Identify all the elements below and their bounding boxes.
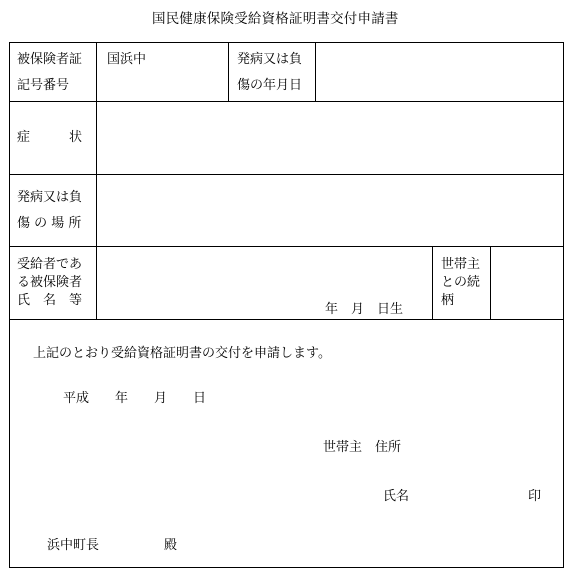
- seal-mark: 印: [528, 489, 542, 504]
- table-border-left: [9, 42, 10, 567]
- insured-card-label-line2: 記号番号: [17, 78, 70, 93]
- relation-field[interactable]: [496, 252, 558, 314]
- onset-label-left-divider: [228, 42, 229, 101]
- recipient-label-line3: 氏 名 等: [17, 293, 83, 308]
- recipient-birth-date: 年 月 日生: [325, 302, 404, 317]
- onset-date-label-line2: 傷の年月日: [237, 78, 303, 93]
- relation-label-line2: との続: [441, 275, 481, 290]
- request-statement: 上記のとおり受給資格証明書の交付を申請します。: [33, 346, 331, 361]
- injury-place-field[interactable]: [104, 180, 556, 240]
- householder-address-label: 世帯主 住所: [323, 440, 402, 455]
- insured-card-label-line1: 被保険者証: [17, 52, 83, 67]
- relation-label-left-divider: [432, 246, 433, 319]
- relation-label-right-divider: [490, 246, 491, 319]
- row-divider-4: [9, 319, 564, 320]
- householder-name-label: 氏名: [383, 489, 410, 504]
- injury-place-label-line1: 発病又は負: [17, 190, 83, 205]
- insured-card-number-field[interactable]: 国浜中: [107, 52, 147, 67]
- onset-date-label-line1: 発病又は負: [237, 52, 303, 67]
- recipient-label-line2: る被保険者: [17, 275, 83, 290]
- form-title: 国民健康保険受給資格証明書交付申請書: [152, 11, 399, 27]
- table-border-right: [563, 42, 564, 567]
- row-divider-3: [9, 246, 564, 247]
- onset-date-field[interactable]: [324, 48, 556, 96]
- addressee: 浜中町長 殿: [47, 538, 178, 553]
- symptom-label: 症 状: [17, 130, 83, 145]
- onset-label-right-divider: [315, 42, 316, 101]
- row-divider-1: [9, 101, 564, 102]
- label-column-divider: [96, 42, 97, 319]
- request-date: 平成 年 月 日: [63, 391, 207, 406]
- table-border-top: [9, 42, 564, 43]
- recipient-label-line1: 受給者であ: [17, 257, 83, 272]
- relation-label-line1: 世帯主: [441, 257, 481, 272]
- row-divider-2: [9, 174, 564, 175]
- table-border-bottom: [9, 567, 564, 568]
- recipient-name-field[interactable]: [104, 252, 426, 292]
- symptom-field[interactable]: [104, 108, 556, 168]
- injury-place-label-line2: 傷 の 場 所: [17, 216, 82, 231]
- relation-label-line3: 柄: [441, 293, 455, 308]
